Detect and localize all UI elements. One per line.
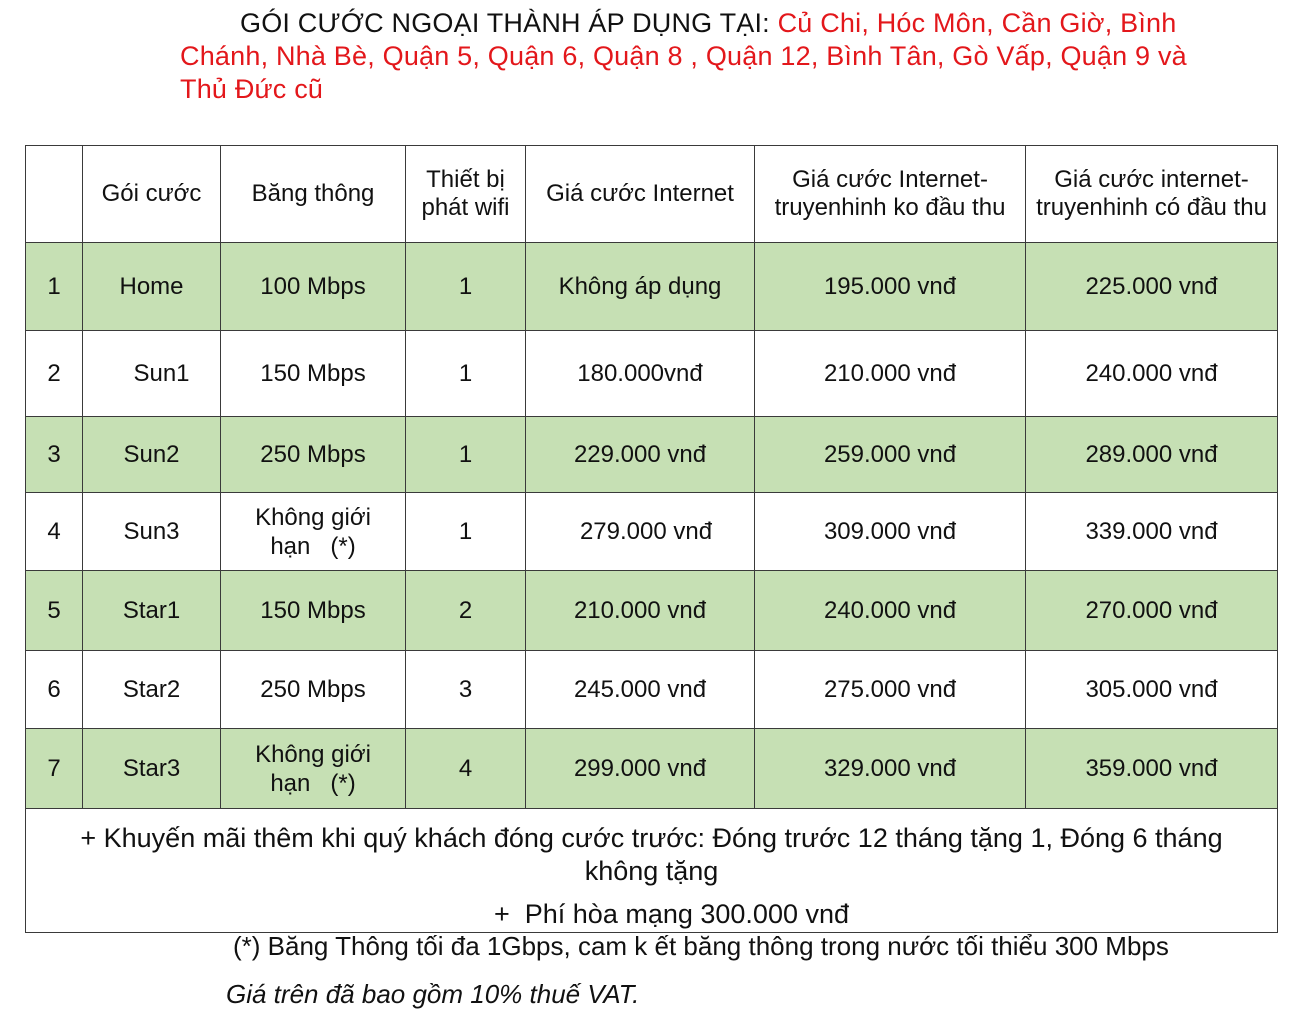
table-notes-row: [26, 809, 1278, 933]
cell-combo-yes: 289.000 vnđ: [1026, 417, 1278, 493]
cell-combo-no: 329.000 vnđ: [755, 729, 1026, 809]
cell-combo-no: 195.000 vnđ: [755, 243, 1026, 331]
table-row: [26, 417, 1278, 493]
cell-wifi: 1: [406, 417, 526, 493]
cell-no: 2: [26, 331, 83, 417]
page-heading: [180, 7, 1230, 106]
cell-combo-no: 240.000 vnđ: [755, 571, 1026, 651]
cell-package: Star1: [83, 571, 221, 651]
cell-bandwidth-line1: Không giới: [255, 740, 371, 768]
cell-bandwidth: [221, 729, 406, 809]
cell-internet: 279.000 vnđ: [526, 493, 755, 571]
cell-wifi: 2: [406, 571, 526, 651]
cell-internet: 180.000vnđ: [526, 331, 755, 417]
bandwidth-footnote: (*) Băng Thông tối đa 1Gbps, cam k ết băng thông trong nước tối thiểu 300 Mbps: [233, 931, 1169, 961]
cell-combo-yes: 359.000 vnđ: [1026, 729, 1278, 809]
cell-bandwidth-line1: 100 Mbps: [260, 273, 366, 300]
header-combo-no-line1: Giá cước Internet-: [792, 166, 988, 193]
cell-combo-yes: 225.000 vnđ: [1026, 243, 1278, 331]
cell-wifi: 4: [406, 729, 526, 809]
cell-combo-no: 210.000 vnđ: [755, 331, 1026, 417]
header-internet: Giá cước Internet: [526, 146, 755, 243]
table-header-row: [26, 146, 1278, 243]
cell-internet: 245.000 vnđ: [526, 651, 755, 729]
cell-bandwidth: [221, 417, 406, 493]
cell-combo-no: 275.000 vnđ: [755, 651, 1026, 729]
table-row: [26, 331, 1278, 417]
cell-bandwidth-line2: hạn (*): [270, 769, 356, 797]
cell-internet: 210.000 vnđ: [526, 571, 755, 651]
heading-areas-line1: Củ Chi, Hóc Môn, Cần Giờ, Bình: [777, 8, 1177, 38]
header-wifi-line2: phát wifi: [421, 194, 510, 221]
cell-wifi: 1: [406, 243, 526, 331]
cell-bandwidth-line1: 250 Mbps: [260, 441, 366, 468]
cell-no: 7: [26, 729, 83, 809]
header-combo-no-line2: truyenhinh ko đầu thu: [774, 194, 1006, 221]
cell-combo-yes: 240.000 vnđ: [1026, 331, 1278, 417]
cell-internet: 229.000 vnđ: [526, 417, 755, 493]
cell-bandwidth-line1: 150 Mbps: [260, 597, 366, 624]
cell-wifi: 1: [406, 493, 526, 571]
header-combo-no-decoder: [755, 146, 1026, 243]
cell-bandwidth-line1: 250 Mbps: [260, 676, 366, 703]
price-table: [25, 145, 1278, 933]
cell-package: Sun2: [83, 417, 221, 493]
table-row: [26, 571, 1278, 651]
cell-internet: 299.000 vnđ: [526, 729, 755, 809]
heading-prefix: GÓI CƯỚC NGOẠI THÀNH ÁP DỤNG TẠI:: [240, 8, 778, 38]
heading-areas-line3: Thủ Đức cũ: [180, 74, 324, 104]
cell-no: 1: [26, 243, 83, 331]
cell-package: Home: [83, 243, 221, 331]
cell-bandwidth: [221, 243, 406, 331]
table-row: [26, 651, 1278, 729]
table-row: [26, 729, 1278, 809]
header-combo-yes-line1: Giá cước internet-: [1054, 166, 1249, 193]
connection-fee-note: + Phí hòa mạng 300.000 vnđ: [493, 899, 850, 929]
vat-footnote: Giá trên đã bao gồm 10% thuế VAT.: [226, 979, 640, 1009]
cell-package: Sun3: [83, 493, 221, 571]
header-combo-with-decoder: [1026, 146, 1278, 243]
cell-internet: Không áp dụng: [526, 243, 755, 331]
cell-no: 5: [26, 571, 83, 651]
cell-bandwidth-line1: 150 Mbps: [260, 360, 366, 387]
header-no: [26, 146, 83, 243]
cell-combo-yes: 270.000 vnđ: [1026, 571, 1278, 651]
cell-package: Star3: [83, 729, 221, 809]
notes-cell: [26, 809, 1278, 933]
cell-bandwidth-line2: hạn (*): [270, 532, 356, 560]
header-package: Gói cước: [83, 146, 221, 243]
table-row: [26, 243, 1278, 331]
cell-wifi: 3: [406, 651, 526, 729]
header-bandwidth: Băng thông: [221, 146, 406, 243]
cell-combo-yes: 305.000 vnđ: [1026, 651, 1278, 729]
header-wifi-line1: Thiết bị: [426, 166, 505, 193]
cell-bandwidth: [221, 331, 406, 417]
cell-wifi: 1: [406, 331, 526, 417]
header-combo-yes-line2: truyenhinh có đầu thu: [1036, 194, 1267, 221]
table-row: [26, 493, 1278, 571]
cell-package: Star2: [83, 651, 221, 729]
cell-combo-no: 309.000 vnđ: [755, 493, 1026, 571]
promo-note: + Khuyến mãi thêm khi quý khách đóng cước trước: Đóng trước 12 tháng tặng 1, Đóng 6 tháng không tặng: [80, 823, 1223, 886]
cell-no: 4: [26, 493, 83, 571]
cell-no: 3: [26, 417, 83, 493]
cell-bandwidth: [221, 571, 406, 651]
heading-areas-line2: Chánh, Nhà Bè, Quận 5, Quận 6, Quận 8 , Quận 12, Bình Tân, Gò Vấp, Quận 9 và: [180, 41, 1187, 71]
cell-package: Sun1: [83, 331, 221, 417]
cell-bandwidth: [221, 651, 406, 729]
header-wifi: [406, 146, 526, 243]
cell-combo-no: 259.000 vnđ: [755, 417, 1026, 493]
cell-bandwidth-line1: Không giới: [255, 503, 371, 531]
cell-combo-yes: 339.000 vnđ: [1026, 493, 1278, 571]
cell-bandwidth: [221, 493, 406, 571]
cell-no: 6: [26, 651, 83, 729]
